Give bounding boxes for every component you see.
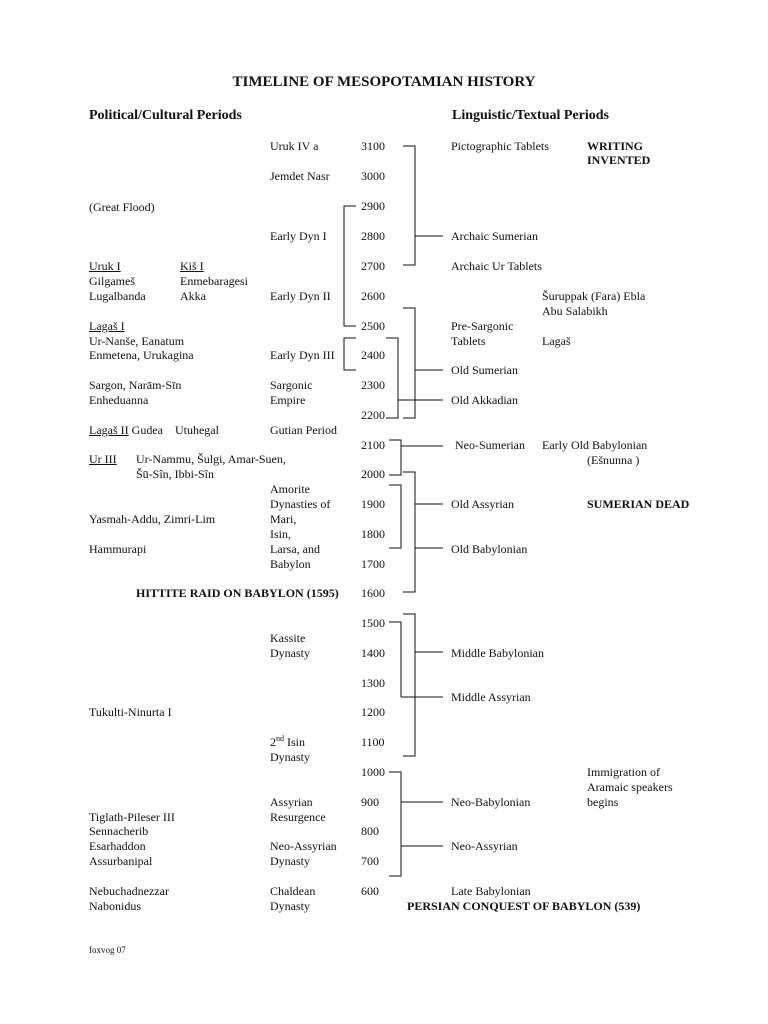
year-1300: 1300 <box>361 676 385 690</box>
writing-invented-line2: INVENTED <box>587 153 651 167</box>
early-old-babylonian: Early Old Babylonian <box>542 438 648 452</box>
sennacherib: Sennacherib <box>89 824 149 838</box>
period-early-dyn-1: Early Dyn I <box>270 229 327 243</box>
lagas-1: Lagaš I <box>89 319 125 333</box>
year-1500: 1500 <box>361 616 385 630</box>
archaic-ur-tablets: Archaic Ur Tablets <box>451 259 542 273</box>
tukulti-ninurta: Tukulti-Ninurta I <box>89 705 172 719</box>
period-chaldean-dynasty: Dynasty <box>270 899 310 913</box>
year-2600: 2600 <box>361 289 385 303</box>
year-2700: 2700 <box>361 259 385 273</box>
year-2800: 2800 <box>361 229 385 243</box>
middle-assyrian: Middle Assyrian <box>451 690 531 704</box>
esarhaddon: Esarhaddon <box>89 839 146 853</box>
linguistic-periods-header: Linguistic/Textual Periods <box>452 108 610 123</box>
year-600: 600 <box>361 884 379 898</box>
neo-babylonian: Neo-Babylonian <box>451 795 531 809</box>
hittite-raid: HITTITE RAID ON BABYLON (1595) <box>136 586 339 600</box>
year-3000: 3000 <box>361 169 385 183</box>
enmetena: Enmetena, Urukagina <box>89 348 194 362</box>
ur-nanse: Ur-Nanše, Eanatum <box>89 334 185 348</box>
period-early-dyn-3: Early Dyn III <box>270 348 335 362</box>
yasmah-addu: Yasmah-Addu, Zimri-Lim <box>89 512 216 526</box>
uruk-1: Uruk I <box>89 259 121 273</box>
persian-conquest: PERSIAN CONQUEST OF BABYLON (539) <box>407 899 641 913</box>
ur-nammu: Ur-Nammu, Šulgi, Amar-Suen, <box>136 452 286 466</box>
old-babylonian: Old Babylonian <box>451 542 528 556</box>
neo-assyrian: Neo-Assyrian <box>451 839 518 853</box>
sumerian-dead: SUMERIAN DEAD <box>587 497 690 511</box>
period-sargonic-empire: Empire <box>270 393 306 407</box>
late-babylonian: Late Babylonian <box>451 884 531 898</box>
period-amorite-line3: Mari, <box>270 512 297 526</box>
period-gutian: Gutian Period <box>270 423 337 437</box>
year-1900: 1900 <box>361 497 385 511</box>
hammurapi: Hammurapi <box>89 542 147 556</box>
period-amorite-line5: Larsa, and <box>270 542 320 556</box>
year-700: 700 <box>361 854 379 868</box>
political-periods-header: Political/Cultural Periods <box>89 108 242 123</box>
lagas-text: Lagaš <box>542 334 571 348</box>
year-1100: 1100 <box>361 735 385 749</box>
archaic-sumerian: Archaic Sumerian <box>451 229 538 243</box>
lugalbanda: Lugalbanda <box>89 289 146 303</box>
period-isin2-dynasty: Dynasty <box>270 750 310 764</box>
immigration-line2: Aramaic speakers <box>587 780 673 794</box>
period-jemdet-nasr: Jemdet Nasr <box>270 169 330 183</box>
year-2300: 2300 <box>361 378 385 392</box>
enheduanna: Enheduanna <box>89 393 149 407</box>
pictographic-tablets: Pictographic Tablets <box>451 139 549 153</box>
year-1700: 1700 <box>361 557 385 571</box>
year-1800: 1800 <box>361 527 385 541</box>
neo-sumerian: Neo-Sumerian <box>455 438 525 452</box>
enmebaragesi: Enmebaragesi <box>180 274 248 288</box>
period-uruk-iva: Uruk IV a <box>270 139 319 153</box>
year-3100: 3100 <box>361 139 385 153</box>
page-title: TIMELINE OF MESOPOTAMIAN HISTORY <box>232 74 536 90</box>
su-sin: Šū-Sîn, Ibbi-Sîn <box>136 467 215 481</box>
year-2400: 2400 <box>361 348 385 362</box>
great-flood: (Great Flood) <box>89 200 155 214</box>
old-assyrian: Old Assyrian <box>451 497 514 511</box>
nabonidus: Nabonidus <box>89 899 141 913</box>
pre-sargonic-tablets: Tablets <box>451 334 486 348</box>
tiglath-pileser: Tiglath-Pileser III <box>89 810 175 824</box>
period-amorite-line2: Dynasties of <box>270 497 331 511</box>
kis-1: Kiš I <box>180 259 204 273</box>
year-2900: 2900 <box>361 199 385 213</box>
year-2200: 2200 <box>361 408 385 422</box>
abu-salabikh: Abu Salabikh <box>542 304 608 318</box>
period-kassite: Kassite <box>270 631 306 645</box>
period-amorite-line4: Isin, <box>270 527 291 541</box>
year-1400: 1400 <box>361 646 385 660</box>
year-1000: 1000 <box>361 765 385 779</box>
period-isin2: 2nd Isin <box>270 734 305 749</box>
footer-credit: foxvog 07 <box>89 945 126 955</box>
assurbanipal: Assurbanipal <box>89 854 153 868</box>
gilgames: Gilgameš <box>89 274 135 288</box>
year-1600: 1600 <box>361 586 385 600</box>
year-800: 800 <box>361 824 379 838</box>
year-900: 900 <box>361 795 379 809</box>
period-chaldean: Chaldean <box>270 884 316 898</box>
year-2500: 2500 <box>361 319 385 333</box>
esnunna: (Ešnunna ) <box>587 453 640 467</box>
period-neo-assyrian-dynasty-line2: Dynasty <box>270 854 310 868</box>
period-kassite-dynasty: Dynasty <box>270 646 310 660</box>
suruppak: Šuruppak (Fara) Ebla <box>542 289 646 303</box>
period-neo-assyrian-dynasty: Neo-Assyrian <box>270 839 337 853</box>
nebuchadnezzar: Nebuchadnezzar <box>89 884 169 898</box>
period-early-dyn-2: Early Dyn II <box>270 289 331 303</box>
period-amorite: Amorite <box>270 482 310 496</box>
immigration-line3: begins <box>587 795 619 809</box>
old-akkadian: Old Akkadian <box>451 393 518 407</box>
sargon: Sargon, Narām-Sīn <box>89 378 182 392</box>
ur-3: Ur III <box>89 452 117 466</box>
old-sumerian: Old Sumerian <box>451 363 518 377</box>
year-2100: 2100 <box>361 438 385 452</box>
middle-babylonian: Middle Babylonian <box>451 646 544 660</box>
period-sargonic: Sargonic <box>270 378 313 392</box>
period-assyrian-resurgence-line2: Resurgence <box>270 810 326 824</box>
year-1200: 1200 <box>361 705 385 719</box>
writing-invented: WRITING <box>587 139 644 153</box>
akka: Akka <box>180 289 206 303</box>
lagas-2-line: Lagaš II Gudea Utuhegal <box>89 423 219 437</box>
period-assyrian-resurgence: Assyrian <box>270 795 313 809</box>
period-amorite-line6: Babylon <box>270 557 311 571</box>
pre-sargonic: Pre-Sargonic <box>451 319 514 333</box>
immigration: Immigration of <box>587 765 660 779</box>
year-2000: 2000 <box>361 467 385 481</box>
